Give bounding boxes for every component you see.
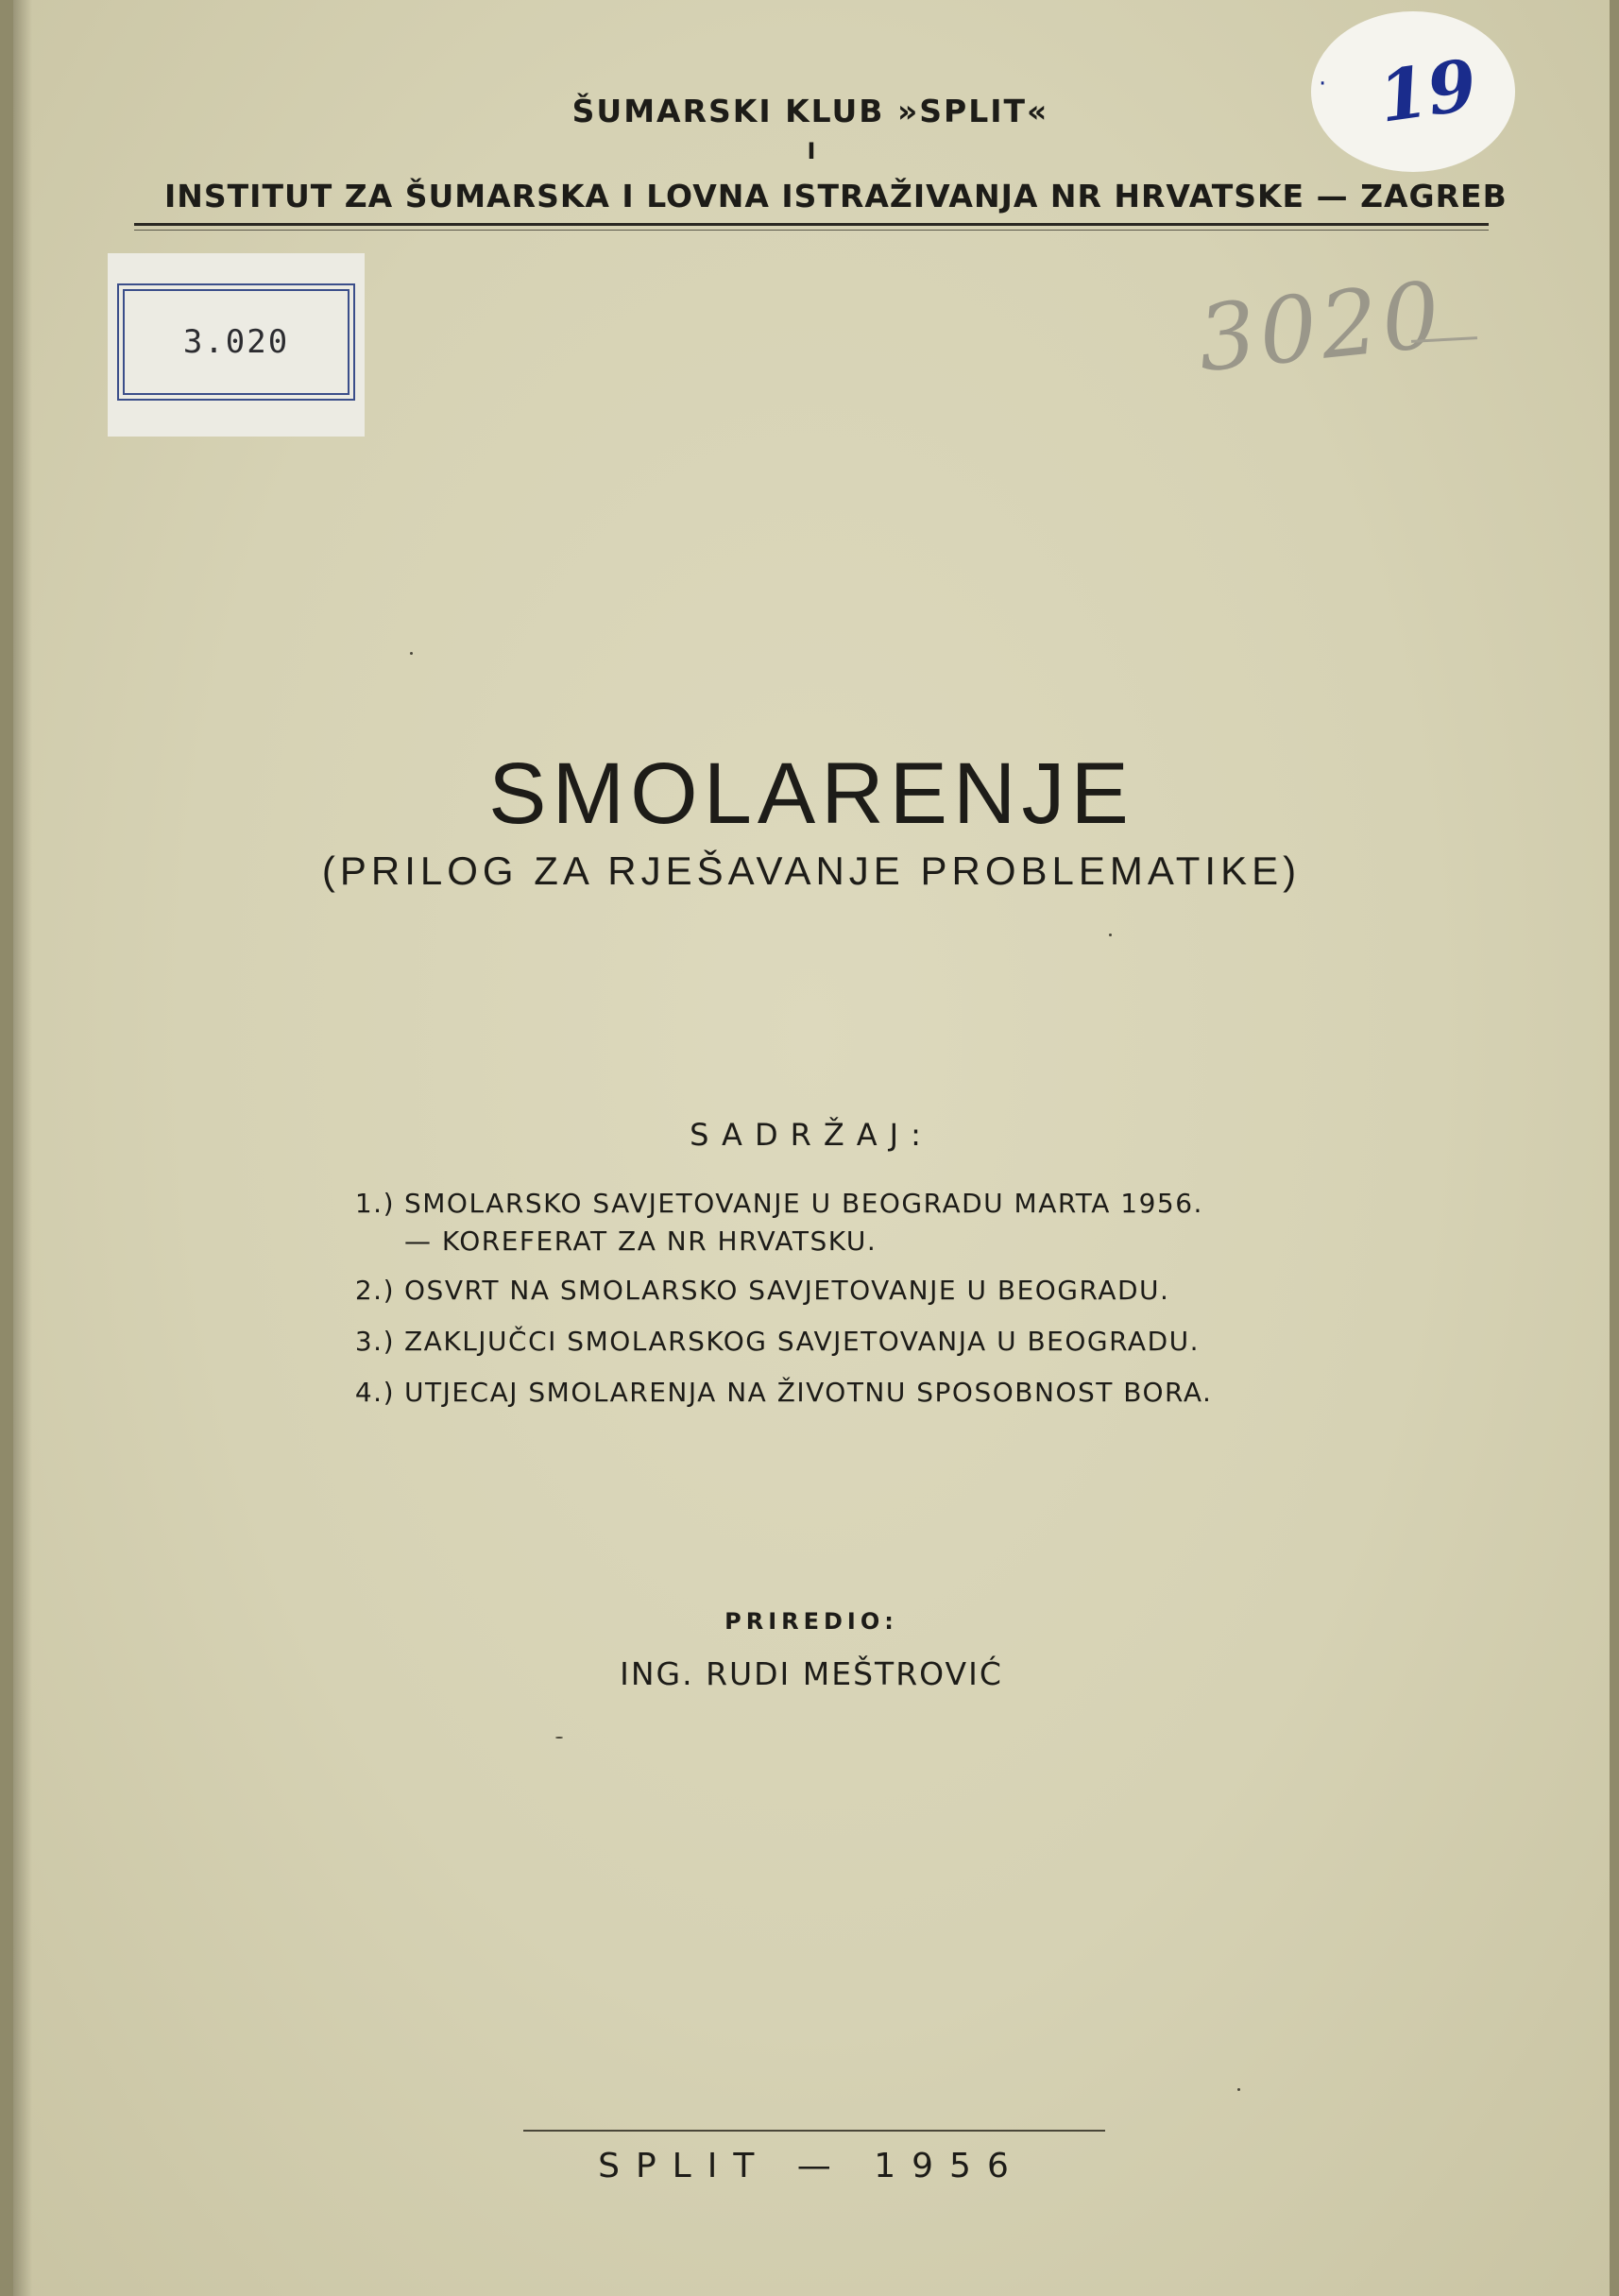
paper-speck xyxy=(1109,934,1112,936)
contents-item xyxy=(342,1272,1287,1310)
library-label-number: 3.020 xyxy=(182,323,290,361)
imprint: SPLIT — 1956 xyxy=(598,2147,1025,2185)
paper-speck xyxy=(1237,2088,1240,2091)
contents-item xyxy=(342,1323,1287,1361)
sticker-tick-mark: · xyxy=(1319,70,1327,98)
contents-item xyxy=(342,1185,1287,1260)
library-label xyxy=(108,253,365,437)
contents-item-text: UTJECAJ SMOLARENJA NA ŽIVOTNU SPOSOBNOST BORA. xyxy=(404,1377,1213,1408)
pencil-annotation: 3020 xyxy=(1192,261,1449,393)
contents-item-text: SMOLARSKO SAVJETOVANJE U BEOGRADU MARTA 1956. — KOREFERAT ZA NR HRVATSKU. xyxy=(404,1188,1203,1257)
author-name: ING. RUDI MEŠTROVIĆ xyxy=(620,1655,1003,1692)
contents-item-text: ZAKLJUČCI SMOLARSKOG SAVJETOVANJA U BEOGRADU. xyxy=(404,1326,1201,1357)
contents-item-number: 3.) xyxy=(354,1326,395,1357)
contents-item xyxy=(342,1374,1287,1412)
contents-item-number: 1.) xyxy=(354,1188,395,1219)
paper-speck xyxy=(555,1737,563,1739)
number-sticker xyxy=(1311,11,1515,172)
contents-item-number: 4.) xyxy=(354,1377,395,1408)
header-rule xyxy=(134,223,1489,226)
contents-item-number: 2.) xyxy=(354,1275,395,1306)
header-rule-thin xyxy=(134,230,1489,231)
contents-heading: SADRŽAJ: xyxy=(690,1117,933,1153)
paper-speck xyxy=(410,652,413,655)
document-cover xyxy=(13,0,1610,2296)
sticker-number: 19 xyxy=(1373,44,1481,139)
prepared-by-label: PRIREDIO: xyxy=(724,1608,898,1635)
contents-list xyxy=(342,1185,1287,1425)
document-title: SMOLARENJE xyxy=(488,745,1134,842)
library-label-frame xyxy=(123,289,349,395)
institute-name: INSTITUT ZA ŠUMARSKA I LOVNA ISTRAŽIVANJA NR HRVATSKE — ZAGREB xyxy=(164,178,1508,214)
header-separator: I xyxy=(807,138,816,164)
imprint-rule xyxy=(523,2130,1105,2132)
club-name: ŠUMARSKI KLUB »SPLIT« xyxy=(571,93,1049,129)
document-subtitle: (PRILOG ZA RJEŠAVANJE PROBLEMATIKE) xyxy=(321,848,1302,893)
contents-item-text: OSVRT NA SMOLARSKO SAVJETOVANJE U BEOGRADU. xyxy=(404,1275,1170,1306)
